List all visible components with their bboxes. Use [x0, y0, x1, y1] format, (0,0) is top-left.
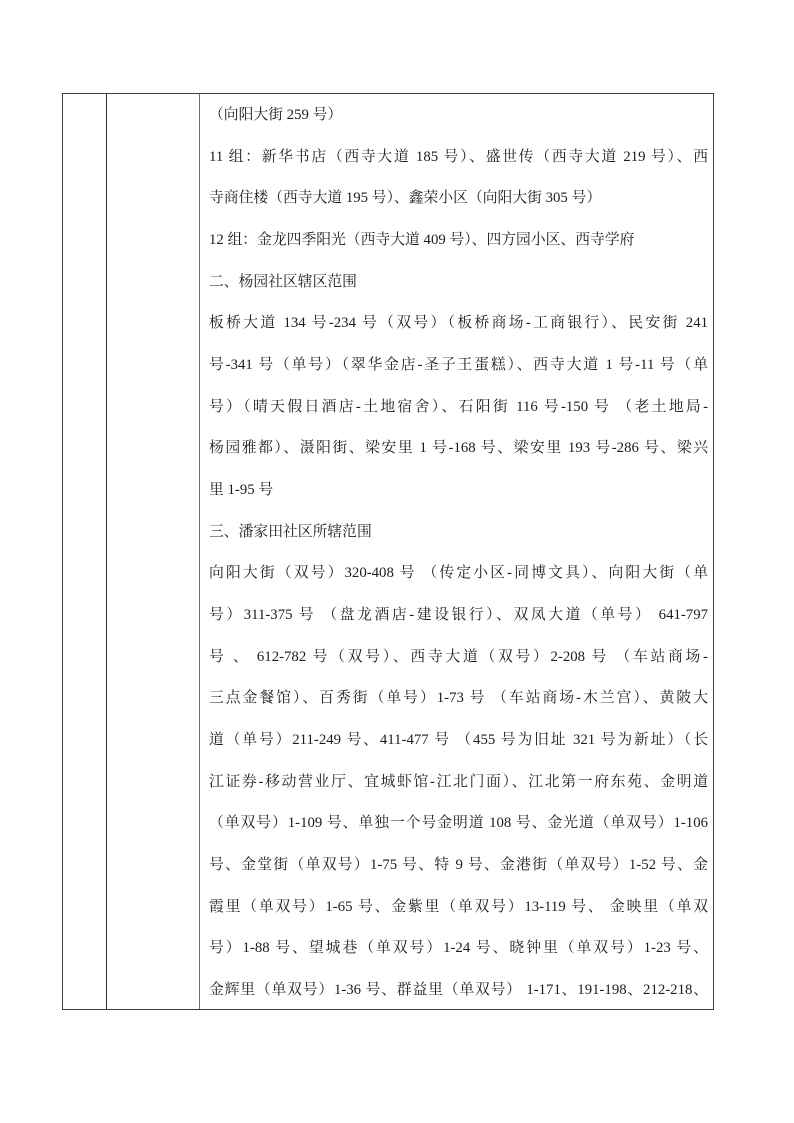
table-cell-empty-1: [63, 94, 107, 1009]
text-line: 三点金餐馆）、百秀街（单号）1-73 号 （车站商场-木兰宫）、黄陂大: [209, 690, 708, 707]
text-line: 号）（晴天假日酒店-土地宿舍）、石阳街 116 号-150 号 （老土地局-: [209, 398, 708, 415]
text-line: 江证券-移动营业厅、宜城虾馆-江北门面）、江北第一府东苑、金明道: [209, 773, 708, 790]
text-line: （向阳大街 259 号）: [209, 107, 343, 123]
text-line: 杨园雅都）、滠阳街、梁安里 1 号-168 号、梁安里 193 号-286 号、梁兴: [209, 440, 708, 457]
text-line: 寺商住楼（西寺大道 195 号）、鑫荣小区（向阳大街 305 号）: [209, 190, 602, 207]
text-line: 霞里（单双号）1-65 号、金紫里（单双号）13-119 号、 金映里（单双: [209, 898, 708, 915]
text-line: 号）1-88 号、望城巷（单双号）1-24 号、晓钟里（单双号）1-23 号、: [209, 940, 708, 957]
text-line: 号 、 612-782 号（双号）、西寺大道（双号）2-208 号 （车站商场-: [209, 648, 708, 665]
text-line: 板桥大道 134 号-234 号（双号）（板桥商场-工商银行）、民安街 241: [209, 315, 708, 332]
text-line: 三、潘家田社区所辖范围: [209, 523, 372, 540]
text-line: 道（单号）211-249 号、411-477 号 （455 号为旧址 321 号为新址）（长: [209, 732, 708, 749]
text-line: 里 1-95 号: [209, 482, 274, 499]
text-line: 号、金堂街（单双号）1-75 号、特 9 号、金港街（单双号）1-52 号、金: [209, 857, 708, 874]
text-line: 11 组：新华书店（西寺大道 185 号）、盛世传（西寺大道 219 号）、西: [209, 148, 708, 165]
text-line: （单双号）1-109 号、单独一个号金明道 108 号、金光道（单双号）1-106: [209, 815, 708, 832]
table-cell-empty-2: [107, 94, 200, 1009]
district-boundary-table: [62, 93, 714, 1010]
community-text-cell: [200, 94, 713, 1009]
text-line: 12 组：金龙四季阳光（西寺大道 409 号）、四方园小区、西寺学府: [209, 232, 635, 249]
text-line: 号-341 号（单号）（翠华金店-圣子王蛋糕）、西寺大道 1 号-11 号（单: [209, 357, 708, 374]
text-line: 金辉里（单双号）1-36 号、群益里（单双号） 1-171、191-198、212-218、: [209, 982, 708, 999]
text-line: 向阳大街（双号）320-408 号 （传定小区-同博文具）、向阳大街（单: [209, 565, 708, 582]
text-line: 号）311-375 号 （盘龙酒店-建设银行）、双凤大道（单号） 641-797: [209, 607, 708, 624]
text-line: 二、杨园社区辖区范围: [209, 273, 357, 290]
